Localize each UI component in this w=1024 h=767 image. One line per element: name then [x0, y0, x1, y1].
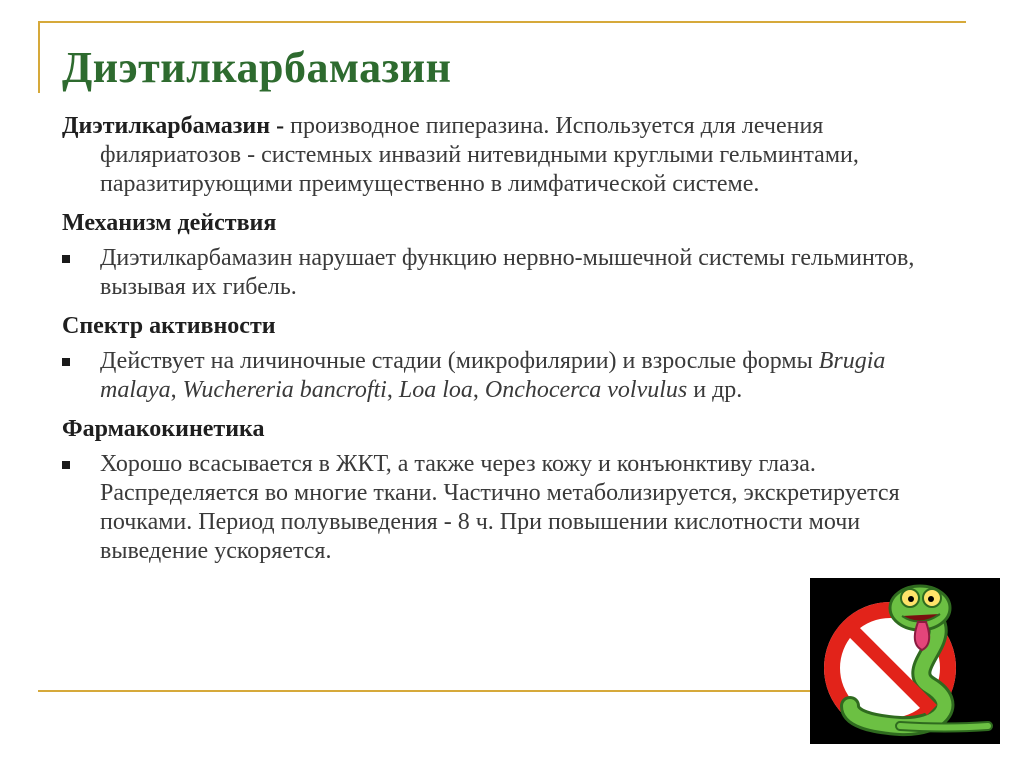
species-name: Wuchereria bancrofti [182, 377, 387, 403]
species-name: Loa loa [398, 377, 473, 403]
species-separator: , [472, 377, 485, 403]
bullet-item-mechanism [62, 244, 962, 302]
bullet-square-icon [62, 461, 70, 469]
intro-paragraph [62, 112, 962, 199]
bullet-text-spectrum-tail: и др. [687, 377, 743, 403]
bullet-square-icon [62, 358, 70, 366]
bottom-rule [38, 690, 818, 692]
species-name: Brugia malaya [100, 348, 886, 403]
bullet-square-icon [62, 255, 70, 263]
left-rule [38, 21, 40, 93]
bullet-item-pharmacokinetics [62, 450, 962, 566]
intro-text: производное пиперазина. Используется для лечения филяриатозов - системных инвазий нитевидными круглыми гельминтами, паразитирующими преимущественно в лимфатической системе. [100, 113, 859, 197]
section-heading-mechanism: Механизм действия [62, 210, 277, 236]
species-separator: , [386, 377, 399, 403]
slide-content [62, 112, 962, 566]
intro-term: Диэтилкарбамазин - [62, 113, 285, 139]
species-separator: , [170, 377, 183, 403]
section-heading-spectrum: Спектр активности [62, 313, 276, 339]
bullet-item-spectrum [62, 347, 962, 405]
section-heading-pharmacokinetics: Фармакокинетика [62, 416, 265, 442]
top-rule [38, 21, 966, 23]
no-snakes-picture [810, 578, 1000, 744]
slide-title: Диэтилкарбамазин [62, 43, 452, 92]
no-snakes-sign-icon [810, 578, 1000, 744]
species-name: Onchocerca volvulus [484, 377, 688, 403]
bullet-text-spectrum: Действует на личиночные стадии (микрофилярии) и взрослые формы [100, 348, 819, 374]
bullet-text-mechanism: Диэтилкарбамазин нарушает функцию нервно-мышечной системы гельминтов, вызывая их гибель. [100, 245, 915, 300]
bullet-text-pharmacokinetics: Хорошо всасывается в ЖКТ, а также через кожу и конъюнктиву глаза. Распределяется во многие ткани. Частично метаболизируется, экскретируется почками. Период полувыведения - 8 ч. При повышении кислотности мочи выведение ускоряется. [100, 451, 900, 564]
